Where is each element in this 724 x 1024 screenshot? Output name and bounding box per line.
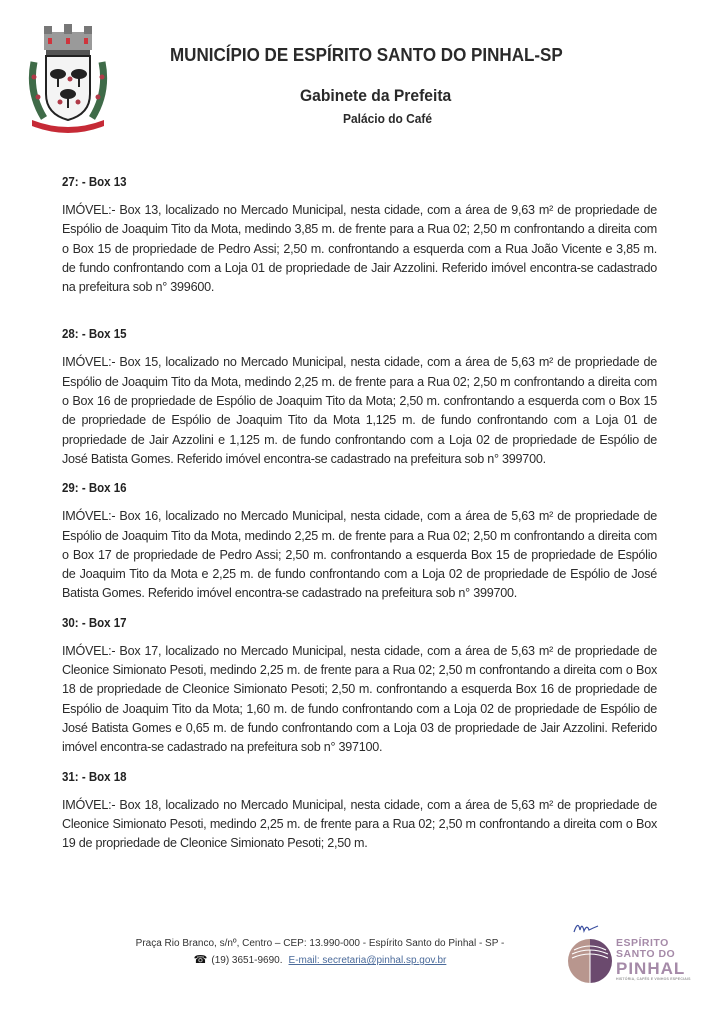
entry-heading: 30: - Box 17: [62, 615, 127, 630]
page-title: MUNICÍPIO DE ESPÍRITO SANTO DO PINHAL-SP: [170, 44, 563, 65]
page-subsubtitle: Palácio do Café: [343, 111, 433, 126]
page-subtitle: Gabinete da Prefeita: [300, 86, 452, 105]
entry-heading: 29: - Box 16: [62, 481, 127, 496]
telephone-icon: ☎: [193, 954, 208, 966]
entry-heading: 28: - Box 15: [62, 327, 127, 342]
brand-mark-icon: [566, 936, 614, 986]
entry-heading: 27: - Box 13: [62, 175, 127, 189]
entry-body: IMÓVEL:- Box 15, localizado no Mercado Municipal, nesta cidade, com a área de 5,63 m² de propriedade de Espólio de Joaquim Tito da Mota, medindo 2,25 m. de frente para a Rua 02; 2,50 m confrontando a direita com o Box 16 de propriedade de Espólio de Joaquim Tito da Mota; 2,50 m. confrontando a esquerda com o Box 15 de propriedade de Espólio de Joaquim Tito da Mota 1,125 m. de fundo confrontando com a Loja 01 de propriedade de Jair Azzolini e 1,125 m. de fundo confrontando com a Loja 02 de propriedade de Espólio de José Batista Gomes. Referido imóvel encontra-se cadastrado na prefeitura sob n° 399700.: [62, 355, 657, 466]
property-entry: [62, 327, 657, 469]
footer-contact: [100, 952, 540, 969]
municipal-crest-icon: [26, 22, 110, 134]
city-brand-logo: [566, 936, 696, 986]
initials-signature: [572, 918, 602, 936]
property-entry: [62, 481, 657, 603]
property-entry: [62, 770, 657, 854]
footer-address: Praça Rio Branco, s/nº, Centro – CEP: 13.990-000 - Espírito Santo do Pinhal - SP -: [135, 938, 505, 949]
entry-body: IMÓVEL:- Box 16, localizado no Mercado Municipal, nesta cidade, com a área de 5,63 m² de propriedade de Espólio de Joaquim Tito da Mota, medindo 2,25 m. de frente para a Rua 02; 2,50 m confrontando a direita com o Box 17 de propriedade de Pedro Assi; 2,50 m. confrontando a esquerda Box 15 de propriedade de Espólio de Joaquim Tito da Mota e 2,25 m. de fundo confrontando com a Loja 02 de propriedade de Espólio de José Batista Gomes. Referido imóvel encontra-se cadastrado na prefeitura sob n° 399700.: [62, 509, 657, 601]
entry-body: IMÓVEL:- Box 18, localizado no Mercado Municipal, nesta cidade, com a área de 5,63 m² de propriedade de Cleonice Simionato Pesoti, medindo 2,25 m. de frente para a Rua 02; 2,50 m confrontando a direita com o Box 19 de propriedade de Cleonice Simionato Pesoti; 2,50 m.: [62, 797, 657, 851]
footer-email-link[interactable]: E-mail: secretaria@pinhal.sp.gov.br: [288, 955, 447, 966]
entry-heading: 31: - Box 18: [62, 769, 127, 784]
footer-phone: (19) 3651-9690.: [211, 955, 283, 966]
entry-body: IMÓVEL:- Box 13, localizado no Mercado Municipal, nesta cidade, com a área de 9,63 m² de propriedade de Espólio de Joaquim Tito da Mota, medindo 3,85 m. de frente para a Rua 02; 2,50 m confrontando a direita com o Box 15 de propriedade de Pedro Assi; 2,50 m. confrontando a esquerda com a Rua João Vicente e 3,85 m. de fundo confrontando com a Loja 01 de propriedade de Jair Azzolini. Referido imóvel encontra-se cadastrado na prefeitura sob n° 399600.: [62, 203, 657, 295]
entry-body: IMÓVEL:- Box 17, localizado no Mercado Municipal, nesta cidade, com a área de 5,63 m² de propriedade de Cleonice Simionato Pesoti, medindo 2,25 m. de frente para a Rua 02; 2,50 m confrontando a direita com o Box 18 de propriedade de Cleonice Simionato Pesoti; 2,50 m. confrontando a esquerda Box 16 de propriedade de Espólio de Joaquim Tito da Mota; 1,60 m. de fundo confrontando com a Loja 02 de propriedade de Espólio de José Batista Gomes e 0,65 m. de fundo confrontando com a Loja 03 de propriedade de Jair Azzolini. Referido imóvel encontra-se cadastrado na prefeitura sob n° 397100.: [62, 643, 657, 755]
property-entry: [62, 616, 657, 758]
page-footer: [100, 936, 540, 969]
property-entry: [62, 175, 657, 297]
document-body: [62, 175, 657, 867]
brand-wordmark: ESPÍRITO SANTO DO PINHAL HISTÓRIA, CAFÉS E VINHOS ESPECIAIS: [616, 937, 691, 981]
